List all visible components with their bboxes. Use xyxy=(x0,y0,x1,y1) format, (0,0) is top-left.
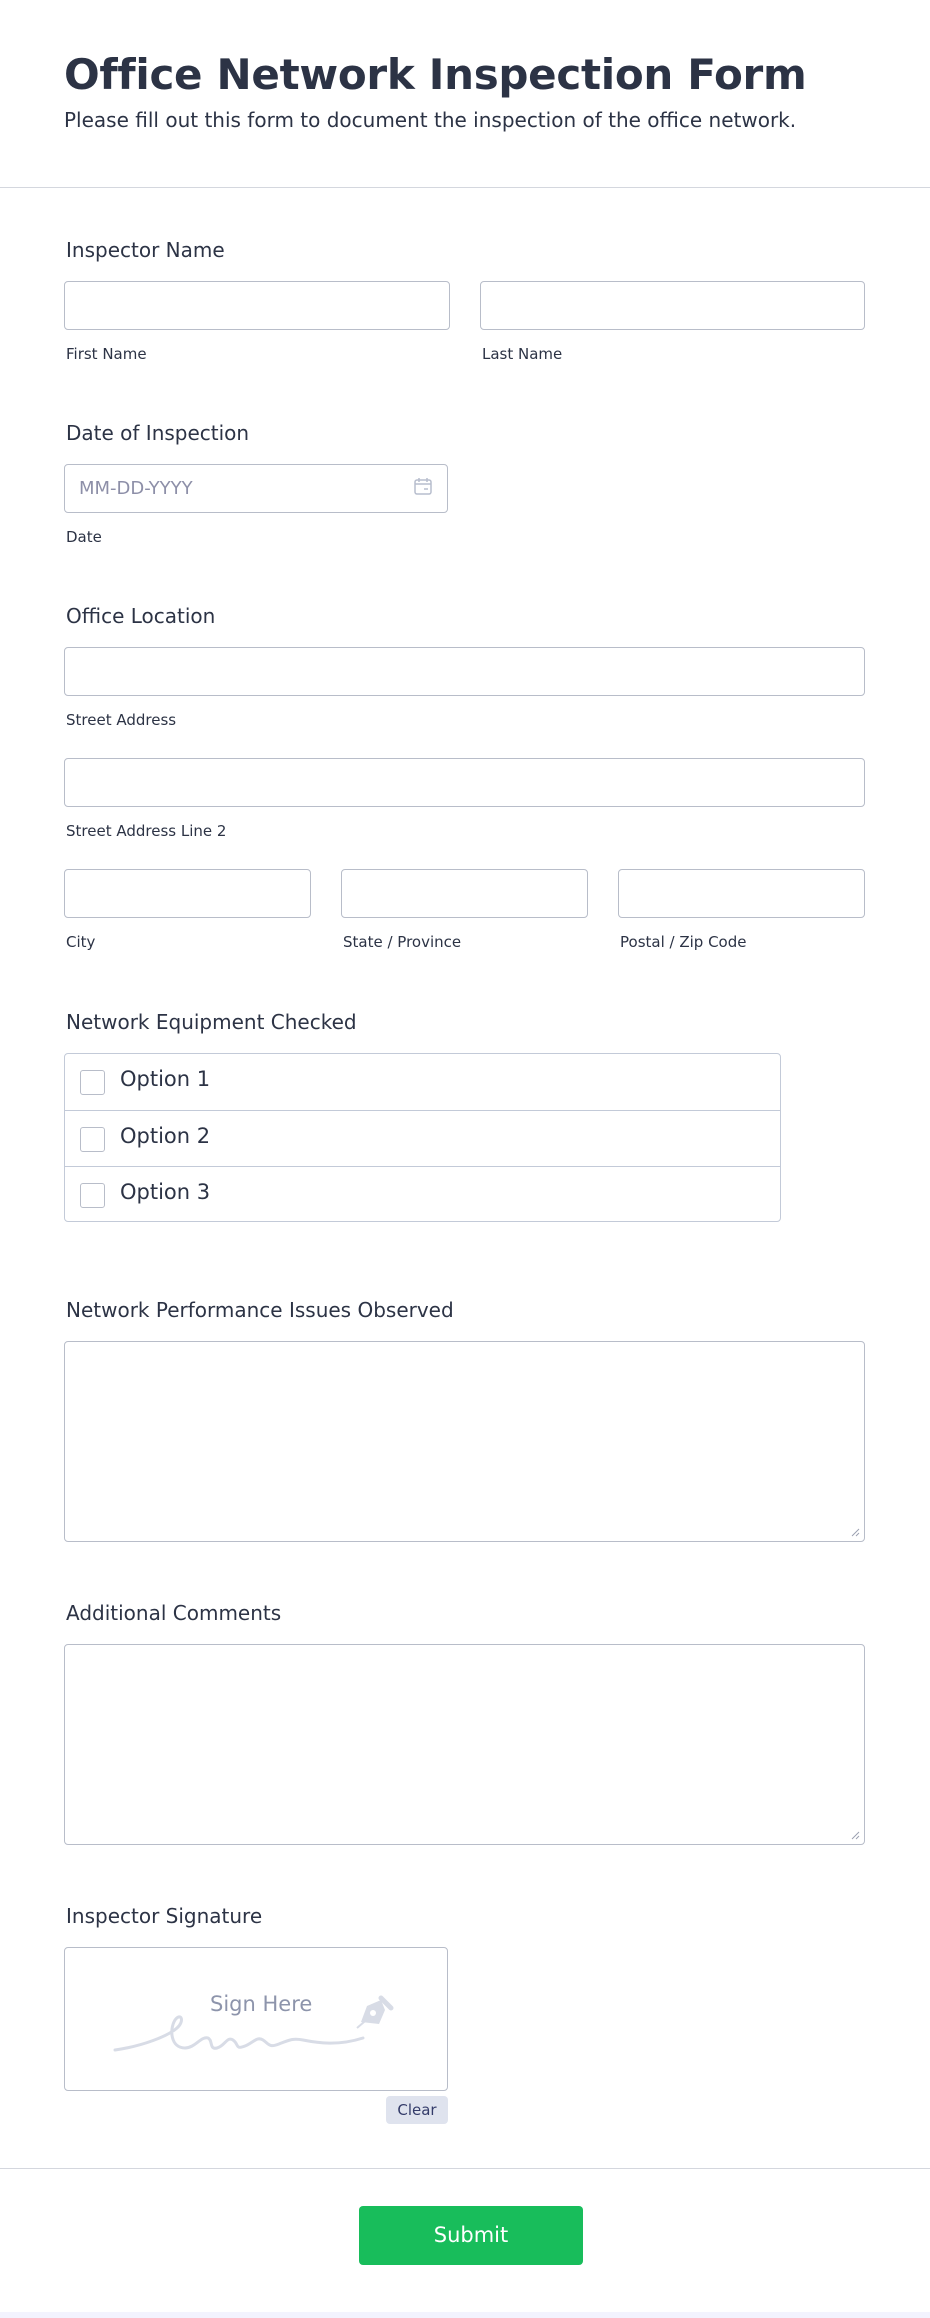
form-title: Office Network Inspection Form xyxy=(64,50,807,99)
checkbox[interactable] xyxy=(80,1127,105,1152)
issues-label: Network Performance Issues Observed xyxy=(66,1298,454,1322)
street-address-line2-input[interactable] xyxy=(64,758,865,807)
checkbox[interactable] xyxy=(80,1070,105,1095)
location-label: Office Location xyxy=(66,604,216,628)
city-sublabel: City xyxy=(66,933,96,951)
option-label[interactable]: Option 3 xyxy=(120,1180,211,1204)
date-sublabel: Date xyxy=(66,528,102,546)
option-label[interactable]: Option 1 xyxy=(120,1067,211,1091)
first-name-input[interactable] xyxy=(64,281,450,330)
street-address-input[interactable] xyxy=(64,647,865,696)
form-subtitle: Please fill out this form to document the inspection of the office network. xyxy=(64,108,797,132)
first-name-sublabel: First Name xyxy=(66,345,147,363)
comments-textarea[interactable] xyxy=(64,1644,865,1845)
postal-zip-sublabel: Postal / Zip Code xyxy=(620,933,747,951)
comments-label: Additional Comments xyxy=(66,1601,282,1625)
checkbox[interactable] xyxy=(80,1183,105,1208)
form-header xyxy=(0,0,930,188)
last-name-sublabel: Last Name xyxy=(482,345,563,363)
resize-grip-icon[interactable] xyxy=(850,1830,860,1840)
issues-textarea[interactable] xyxy=(64,1341,865,1542)
pen-nib-icon xyxy=(351,1990,397,2032)
last-name-input[interactable] xyxy=(480,281,865,330)
equipment-checklist xyxy=(64,1053,781,1222)
checkbox-option-2[interactable] xyxy=(65,1110,780,1166)
street-address-line2-sublabel: Street Address Line 2 xyxy=(66,822,227,840)
inspector-name-label: Inspector Name xyxy=(66,238,225,262)
signature-label: Inspector Signature xyxy=(66,1904,263,1928)
bottom-bar xyxy=(0,2312,930,2318)
date-input[interactable] xyxy=(64,464,448,513)
city-input[interactable] xyxy=(64,869,311,918)
postal-zip-input[interactable] xyxy=(618,869,865,918)
checkbox-option-1[interactable] xyxy=(65,1054,780,1110)
footer-divider xyxy=(0,2168,930,2169)
date-label: Date of Inspection xyxy=(66,421,250,445)
checkbox-option-3[interactable] xyxy=(65,1166,780,1222)
equipment-label: Network Equipment Checked xyxy=(66,1010,357,1034)
street-address-sublabel: Street Address xyxy=(66,711,177,729)
submit-button[interactable]: Submit xyxy=(359,2206,583,2265)
sign-here-placeholder: Sign Here xyxy=(210,1992,313,2016)
calendar-icon[interactable] xyxy=(413,476,433,496)
signature-pad[interactable] xyxy=(64,1947,448,2091)
state-province-sublabel: State / Province xyxy=(343,933,462,951)
state-province-input[interactable] xyxy=(341,869,588,918)
resize-grip-icon[interactable] xyxy=(850,1527,860,1537)
clear-signature-button[interactable]: Clear xyxy=(386,2096,448,2124)
option-label[interactable]: Option 2 xyxy=(120,1124,211,1148)
